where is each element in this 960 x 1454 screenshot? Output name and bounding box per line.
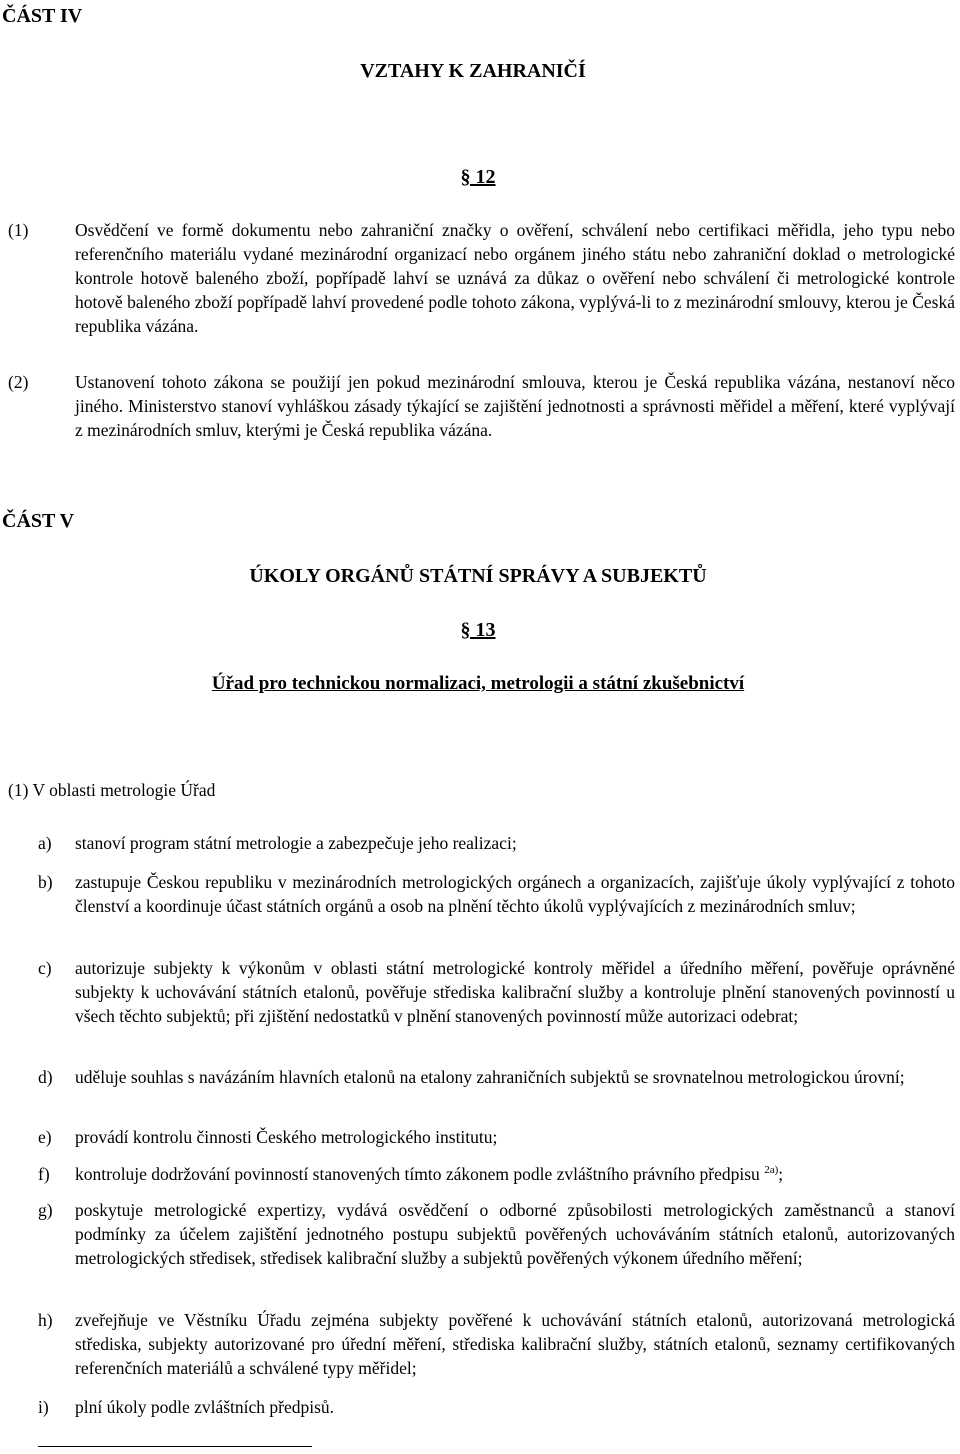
- list-item: [38, 831, 955, 855]
- part-heading: ČÁST V: [2, 510, 75, 532]
- part-title: VZTAHY K ZAHRANIČÍ: [360, 60, 586, 82]
- list-item-text: autorizuje subjekty k výkonům v oblasti státní metrologické kontroly měřidel a úředního měření, pověřuje oprávněné subjekty k uchovávání státních etalonů, pověřuje střediska kalibrační služby a kontroluje plnění stanovených povinností u všech těchto subjektů; při zjištění nedostatků v plnění stanovených povinností může autorizaci odebrat;: [75, 958, 955, 1026]
- list-item-text: uděluje souhlas s navázáním hlavních etalonů na etalony zahraničních subjektů se srovnatelnou metrologickou úrovní;: [75, 1067, 905, 1087]
- list-item: [38, 1162, 955, 1186]
- part-heading: ČÁST IV: [2, 5, 83, 27]
- list-item-label: b): [38, 872, 53, 892]
- paragraph: [8, 218, 955, 338]
- list-item: [38, 956, 955, 1028]
- list-item-text: poskytuje metrologické expertizy, vydává osvědčení o odborné způsobilosti metrologických zaměstnanců a stanoví podmínky za účelem zajištění jednotného postupu subjektů pověřených uchováváním státních etalonů, autorizovaných metrologických středisek, středisek kalibrační služby a subjektů pověřených výkonem úředního měření;: [75, 1200, 955, 1268]
- list-item: [38, 1065, 955, 1089]
- paragraph-number: (1): [8, 220, 29, 240]
- list-item-tail: ;: [778, 1164, 784, 1184]
- paragraph-number: (2): [8, 372, 29, 392]
- footnote-separator: [38, 1446, 312, 1447]
- list-item-text: stanoví program státní metrologie a zabezpečuje jeho realizaci;: [75, 833, 517, 853]
- list-item: [38, 870, 955, 918]
- list-item-label: a): [38, 833, 52, 853]
- list-item-text: plní úkoly podle zvláštních předpisů.: [75, 1397, 335, 1417]
- paragraph-intro: (1) V oblasti metrologie Úřad: [8, 780, 216, 800]
- part-title: ÚKOLY ORGÁNŮ STÁTNÍ SPRÁVY A SUBJEKTŮ: [249, 565, 707, 587]
- list-item-label: i): [38, 1397, 49, 1417]
- list-item-label: h): [38, 1310, 53, 1330]
- list-item-label: f): [38, 1164, 50, 1184]
- section-number: § 12: [460, 166, 496, 188]
- list-item-text: provádí kontrolu činnosti Českého metrologického institutu;: [75, 1127, 498, 1147]
- list-item-text: zveřejňuje ve Věstníku Úřadu zejména subjekty pověřené k uchovávání státních etalonů, autorizovaná metrologická střediska, subjekty autorizované pro úřední měření, střediska kalibrační služby, státních etalonů, seznamy certifikovaných referenčních materiálů a schválené typy měřidel;: [75, 1310, 955, 1378]
- list-item-text: kontroluje dodržování povinností stanovených tímto zákonem podle zvláštního právního předpisu: [75, 1164, 760, 1184]
- section-subtitle: Úřad pro technickou normalizaci, metrologii a státní zkušebnictví: [211, 673, 745, 694]
- paragraph-text: Osvědčení ve formě dokumentu nebo zahraniční značky o ověření, schválení nebo certifikaci měřidla, jeho typu nebo referenčního materiálu vydané mezinárodní organizací nebo orgánem jiného státu nebo zahraniční doklad o metrologické kontrole hotově baleného zboží, popřípadě lahví se uznává za důkaz o ověření nebo schválení či metrologické kontrole hotově baleného zboží popřípadě lahví provedené podle tohoto zákona, vyplývá-li to z mezinárodní smlouvy, kterou je Česká republika vázána.: [75, 220, 955, 336]
- list-item-label: d): [38, 1067, 53, 1087]
- list-item-label: c): [38, 958, 52, 978]
- paragraph-text: Ustanovení tohoto zákona se použijí jen pokud mezinárodní smlouva, kterou je Česká republika vázána, nestanoví něco jiného. Ministerstvo stanoví vyhláškou zásady týkající se zajištění jednotnosti a správnosti měřidel a měření, které vyplývají z mezinárodních smluv, kterými je Česká republika vázána.: [75, 372, 955, 440]
- list-item: [38, 1395, 955, 1419]
- list-item-label: e): [38, 1127, 52, 1147]
- list-item-label: g): [38, 1200, 53, 1220]
- section-number: § 13: [460, 619, 496, 641]
- paragraph: [8, 370, 955, 442]
- list-item: [38, 1198, 955, 1270]
- list-item: [38, 1308, 955, 1380]
- list-item-text: zastupuje Českou republiku v mezinárodních metrologických orgánech a organizacích, zajišťuje úkoly vyplývající z tohoto členství a koordinuje účast státních orgánů a osob na plnění těchto úkolů vyplývajících z mezinárodních smluv;: [75, 872, 955, 916]
- list-item: [38, 1125, 955, 1149]
- footnote-reference: 2a): [764, 1164, 779, 1177]
